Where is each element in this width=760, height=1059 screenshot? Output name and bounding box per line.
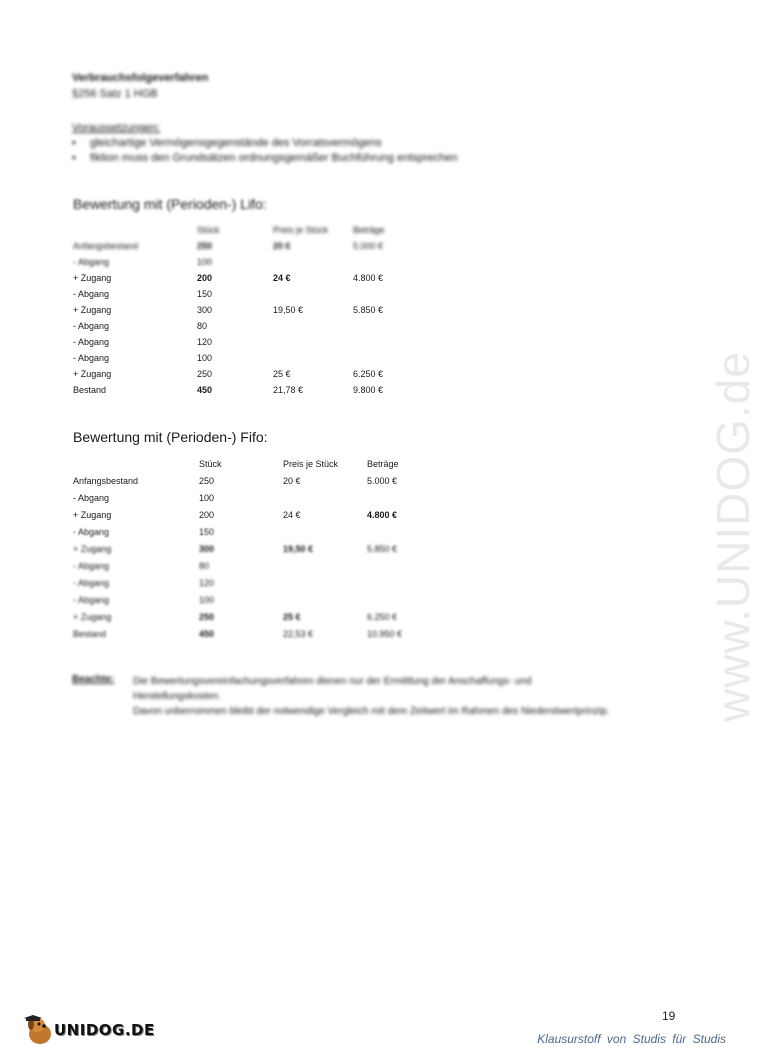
cell-price: 20 € <box>273 241 291 251</box>
prerequisites-title: Voraussetzungen: <box>72 122 161 134</box>
cell-label: - Abgang <box>73 321 110 331</box>
cell-amount: 5.000 € <box>367 476 398 486</box>
cell-quantity: 80 <box>199 561 210 571</box>
header-cell: Stück <box>197 225 220 235</box>
header-cell: Stück <box>199 459 222 469</box>
cell-label: + Zugang <box>73 612 112 622</box>
cell-quantity: 120 <box>197 337 213 347</box>
cell-amount: 9.800 € <box>353 385 384 395</box>
cell-quantity: 100 <box>199 595 215 605</box>
cell-quantity: 150 <box>197 289 213 299</box>
legal-reference: §256 Satz 1 HGB <box>72 88 158 100</box>
cell-label: - Abgang <box>73 337 110 347</box>
cell-quantity: 100 <box>197 257 213 267</box>
cell-price: 25 € <box>273 369 291 379</box>
cell-price: 22,53 € <box>283 629 314 639</box>
cell-amount: 5.850 € <box>353 305 384 315</box>
bullet-icon: ▪ <box>72 137 76 149</box>
cell-price: 19,50 € <box>283 544 314 554</box>
cell-label: - Abgang <box>73 289 110 299</box>
remark-label: Beachte: <box>72 674 115 685</box>
cell-label: - Abgang <box>73 578 110 588</box>
fifo-title: Bewertung mit (Perioden-) Fifo: <box>73 429 268 445</box>
cell-quantity: 200 <box>197 273 213 283</box>
cell-label: Bestand <box>73 385 107 395</box>
prerequisites-block <box>72 121 672 166</box>
cell-quantity: 80 <box>197 321 208 331</box>
cell-label: Bestand <box>73 629 107 639</box>
cell-quantity: 250 <box>199 612 215 622</box>
cell-amount: 4.800 € <box>353 273 384 283</box>
cell-amount: 6.250 € <box>353 369 384 379</box>
remark-text: Die Bewertungsvereinfachungsverfahren dienen nur der Ermittlung der Anschaffungs- und Herstellungskosten. Davon unberrommen bleibt der notwendige Vergleich mit dem Zeitwert im Rahmen des Niederstwertprinzip. <box>133 676 610 717</box>
header-cell: Beträge <box>353 225 385 235</box>
cell-quantity: 300 <box>199 544 215 554</box>
lifo-title: Bewertung mit (Perioden-) Lifo: <box>73 196 267 212</box>
cell-label: - Abgang <box>73 257 110 267</box>
cell-quantity: 250 <box>199 476 215 486</box>
header-cell: Preis je Stück <box>283 459 339 469</box>
prerequisite-item: ▪ gleichartige Vermögensgegenstände des Vorratsvermögens <box>72 137 382 149</box>
cell-label: - Abgang <box>73 353 110 363</box>
cell-amount: 4.800 € <box>367 510 398 520</box>
section-heading: Verbrauchsfolgeverfahren <box>72 72 209 84</box>
cell-label: - Abgang <box>73 493 110 503</box>
cell-price: 25 € <box>283 612 301 622</box>
cell-label: + Zugang <box>73 369 112 379</box>
cell-quantity: 120 <box>199 578 215 588</box>
cell-label: Anfangsbestand <box>73 476 139 486</box>
header-cell: Beträge <box>367 459 399 469</box>
cell-amount: 10.950 € <box>367 629 403 639</box>
cell-quantity: 300 <box>197 305 213 315</box>
prerequisite-item: ▪ fiktion muss den Grundsätzen ordnungsgemäßer Buchführung entsprechen <box>72 152 458 164</box>
cell-quantity: 200 <box>199 510 215 520</box>
cell-quantity: 250 <box>197 369 213 379</box>
cell-price: 21,78 € <box>273 385 304 395</box>
cell-price: 20 € <box>283 476 301 486</box>
cell-quantity: 100 <box>199 493 215 503</box>
cell-quantity: 150 <box>199 527 215 537</box>
cell-label: - Abgang <box>73 527 110 537</box>
cell-price: 24 € <box>273 273 291 283</box>
cell-amount: 5.850 € <box>367 544 398 554</box>
cell-label: + Zugang <box>73 273 112 283</box>
bullet-icon: ▪ <box>72 152 76 164</box>
cell-label: + Zugang <box>73 544 112 554</box>
cell-amount: 5.000 € <box>353 241 384 251</box>
logo-text: UNIDOG.DE <box>54 1021 155 1039</box>
footer-slogan: Klausurstoff von Studis für Studis <box>537 1032 726 1046</box>
cell-quantity: 450 <box>197 385 213 395</box>
cell-label: - Abgang <box>73 595 110 605</box>
cell-quantity: 450 <box>199 629 215 639</box>
cell-price: 19,50 € <box>273 305 304 315</box>
cell-label: - Abgang <box>73 561 110 571</box>
cell-price: 24 € <box>283 510 301 520</box>
cell-amount: 6.250 € <box>367 612 398 622</box>
cell-label: + Zugang <box>73 510 112 520</box>
dog-mascot-icon <box>22 1012 58 1048</box>
cell-quantity: 100 <box>197 353 213 363</box>
header-cell: Preis je Stück <box>273 225 329 235</box>
document-header <box>72 70 672 102</box>
cell-label: Anfangsbestand <box>73 241 139 251</box>
cell-label: + Zugang <box>73 305 112 315</box>
unidog-logo <box>22 1012 155 1048</box>
cell-quantity: 250 <box>197 241 213 251</box>
page-number: 19 <box>662 1009 676 1023</box>
watermark: www.UNIDOG.de <box>707 351 759 722</box>
